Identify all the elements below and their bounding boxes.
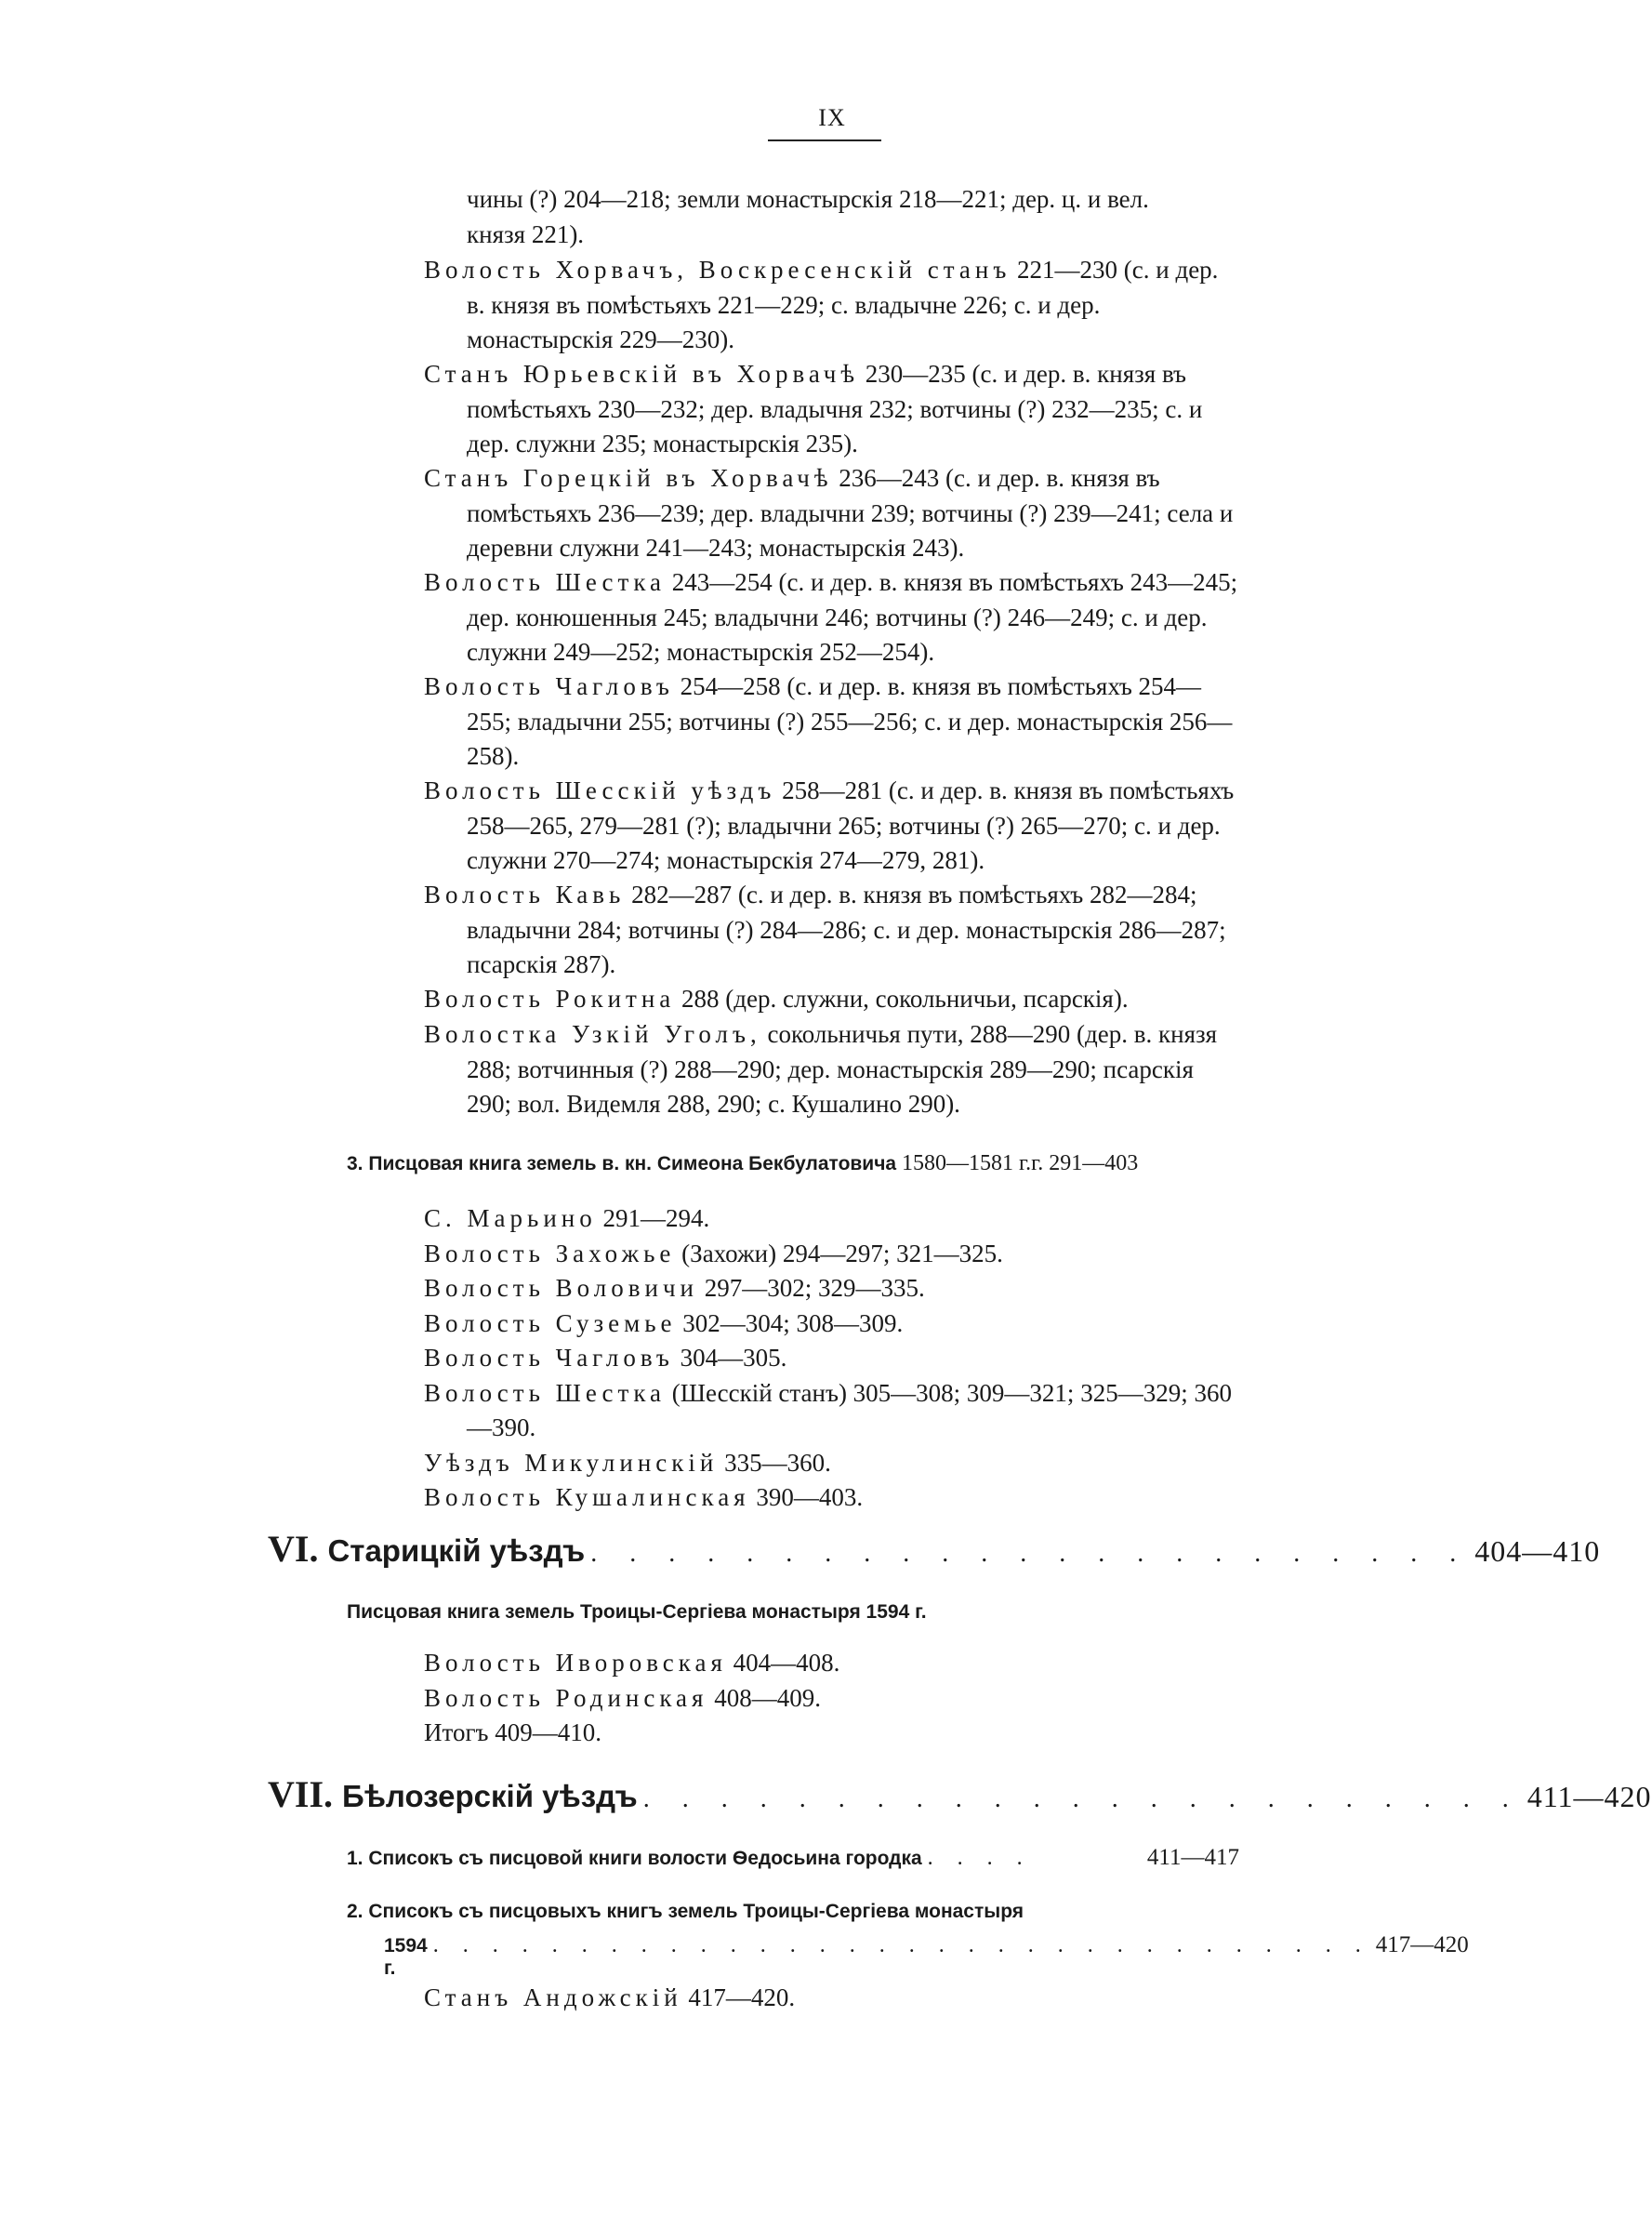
list-item [424,1446,1242,1481]
leader-dots: . . . . . . . . . . . . . . . . . . . . . . . [590,1539,1470,1568]
leader-dots: . . . . . . . . . . . . . . . . . . . . . . . [642,1784,1522,1813]
section-number: 3. [347,1153,363,1174]
toc-paragraph [424,565,1242,670]
list-item [424,1341,1242,1376]
paragraph-text: 282—287 (с. и дер. в. князя въ помѣстьяхъ 282—284; владычни 284; вотчины (?) 284—286; с. и дер. монастырскія 286—287; псарскія 287). [467,881,1226,978]
toc-paragraph [424,253,1242,358]
paragraph-text: 288 (дер. служни, сокольничьи, псарскія). [675,985,1129,1013]
entry-title: 1594 г. [384,1935,428,1979]
leader-dots: . . . . . . . . . . . . . . . . . . . . . . . . . . . . . . . . [432,1933,1370,1957]
chapter-pages: 404—410 [1474,1534,1601,1568]
entry-pages: 417—420 [1375,1932,1469,1957]
list-item-text: 409—410. [488,1718,601,1746]
paragraph-lead: Волость Кавь [424,881,626,909]
list-item-lead: Волость Шестка [424,1378,667,1407]
toc-paragraph [424,670,1242,775]
paragraph-lead: Волость Чагловъ [424,672,674,700]
paragraph-lead: Волость Шестка [424,568,667,596]
list-item-text: (Шесскій станъ) 305—308; 309—321; 325—329; 360—390. [467,1378,1232,1441]
paragraph-text: 258—281 (с. и дер. в. князя въ помѣстьяхъ 258—265, 279—281 (?); владычни 265; вотчины (?) 265—270; с. и дер. служни 270—274; монастырскія 274—279, 281). [467,776,1235,874]
chapter-list [424,1646,1242,1751]
list-item-lead: Станъ Андожскій [424,1983,682,2011]
list-item [424,1981,1242,2016]
list-item [424,1646,1242,1681]
paragraph-text: 221—230 (с. и дер. в. князя въ помѣстьяхъ 221—229; с. владычне 226; с. и дер. монастырскія 229—230). [467,256,1219,353]
paragraph-text: 243—254 (с. и дер. в. князя въ помѣстьяхъ 243—245; дер. конюшенныя 245; владычни 246; вотчины (?) 246—249; с. и дер. служни 249—252; монастырскія 252—254). [467,568,1238,666]
paragraph-text: 236—243 (с. и дер. в. князя въ помѣстьяхъ 236—239; дер. владычни 239; вотчины (?) 239—241; села и деревни служни 241—243; монастырскія 243). [467,464,1234,562]
leader-dots: . . . . [927,1846,1032,1870]
list-item-text: 404—408. [726,1649,840,1677]
folio-rule [768,139,881,141]
toc-paragraph [424,461,1242,566]
list-item [424,1681,1242,1717]
list-item-lead: Волость Воловичи [424,1274,698,1302]
list-item-lead: Волость Чагловъ [424,1344,674,1372]
list-item [424,1376,1242,1446]
list-item-text: 408—409. [707,1683,821,1712]
toc-paragraph [424,878,1242,983]
toc-entry [384,1932,1469,1980]
list-item-text: 390—403. [749,1483,864,1511]
list-item-lead: Волость Суземье [424,1308,677,1337]
list-item [424,1306,1242,1342]
toc-entry [347,1845,1239,1871]
chapter-pages: 411—420 [1526,1780,1652,1813]
entry-pages: 411—417 [1146,1845,1239,1870]
continuation-line: князя 221). [467,219,585,248]
toc-entry-line: 2. Списокъ съ писцовыхъ книгъ земель Троицы-Сергіева монастыря [347,1901,1024,1922]
chapter-list [424,1981,1242,2016]
page-number: IX [818,104,846,131]
chapter-number: VII. [268,1773,334,1815]
list-item-text: 291—294. [596,1204,710,1232]
subheading: Писцовая книга земель Троицы-Сергіева монастыря 1594 г. [347,1601,927,1623]
paragraph-lead: Станъ Горецкій въ Хорвачѣ [424,464,833,492]
toc-paragraph [424,982,1242,1017]
list-item-lead: Волость Кушалинская [424,1483,750,1511]
list-item [424,1201,1242,1237]
paragraph-lead: Станъ Юрьевскій въ Хорвачѣ [424,360,859,388]
list-item-text: 304—305. [673,1344,787,1372]
continuation-line: чины (?) 204—218; земли монастырскія 218—221; дер. ц. и вел. [467,185,1149,213]
section-list [424,1201,1242,1516]
paragraph-lead: Волость Рокитна [424,985,676,1013]
continuation-paragraph [424,182,1242,252]
chapter-number: VI. [268,1528,319,1570]
paragraph-text: 254—258 (с. и дер. в. князя въ помѣстьяхъ 254—255; владычни 255; вотчины (?) 255—256; с. и дер. монастырскія 256—258). [467,672,1233,770]
list-item-text: 297—302; 329—335. [698,1274,925,1302]
list-item [424,1271,1242,1306]
section-heading [347,1149,1258,1178]
list-item-lead: Уѣздъ Микулинскій [424,1448,719,1477]
chapter-title: Бѣлозерскій уѣздъ [342,1779,638,1813]
paragraph-lead: Волостка Узкій Уголъ, [424,1020,761,1048]
chapter-title: Старицкій уѣздъ [327,1533,586,1568]
list-item-lead: Итогъ [424,1718,489,1746]
list-item [424,1716,1242,1751]
toc-paragraph [424,357,1242,462]
list-item-text: 335—360. [718,1448,831,1477]
list-item-lead: Волость Захожье [424,1239,676,1267]
list-item-text: 417—420. [681,1983,796,2011]
toc-paragraph [424,774,1242,879]
list-item-text: 302—304; 308—309. [676,1308,904,1337]
chapter-heading [268,1772,1652,1816]
toc-paragraph [424,1017,1242,1122]
entry-title: 1. Списокъ съ писцовой книги волости Ѳедосьина городка [347,1848,922,1869]
list-item [424,1480,1242,1516]
list-item-lead: С. Марьино [424,1204,597,1232]
list-item [424,1237,1242,1272]
section-title: Писцовая книга земель в. кн. Симеона Бекбулатовича [368,1153,897,1174]
list-item-text: (Захожи) 294—297; 321—325. [675,1239,1003,1267]
section-pages: 1580—1581 г.г. 291—403 [901,1151,1139,1175]
paragraph-lead: Волость Хорвачъ, Воскресенскій станъ [424,256,1011,284]
paragraph-lead: Волость Шесскій уѣздъ [424,776,776,804]
paragraph-text: 230—235 (с. и дер. в. князя въ помѣстьяхъ 230—232; дер. владычня 232; вотчины (?) 232—235; с. и дер. служни 235; монастырскія 235). [467,360,1203,458]
chapter-heading [268,1527,1601,1571]
list-item-lead: Волость Иворовская [424,1649,727,1677]
list-item-lead: Волость Родинская [424,1683,708,1712]
paragraph-text: сокольничья пути, 288—290 (дер. в. князя 288; вотчинныя (?) 288—290; дер. монастырскія 289—290; псарскія 290; вол. Видемля 288, 290; с. Кушалино 290). [467,1020,1218,1118]
